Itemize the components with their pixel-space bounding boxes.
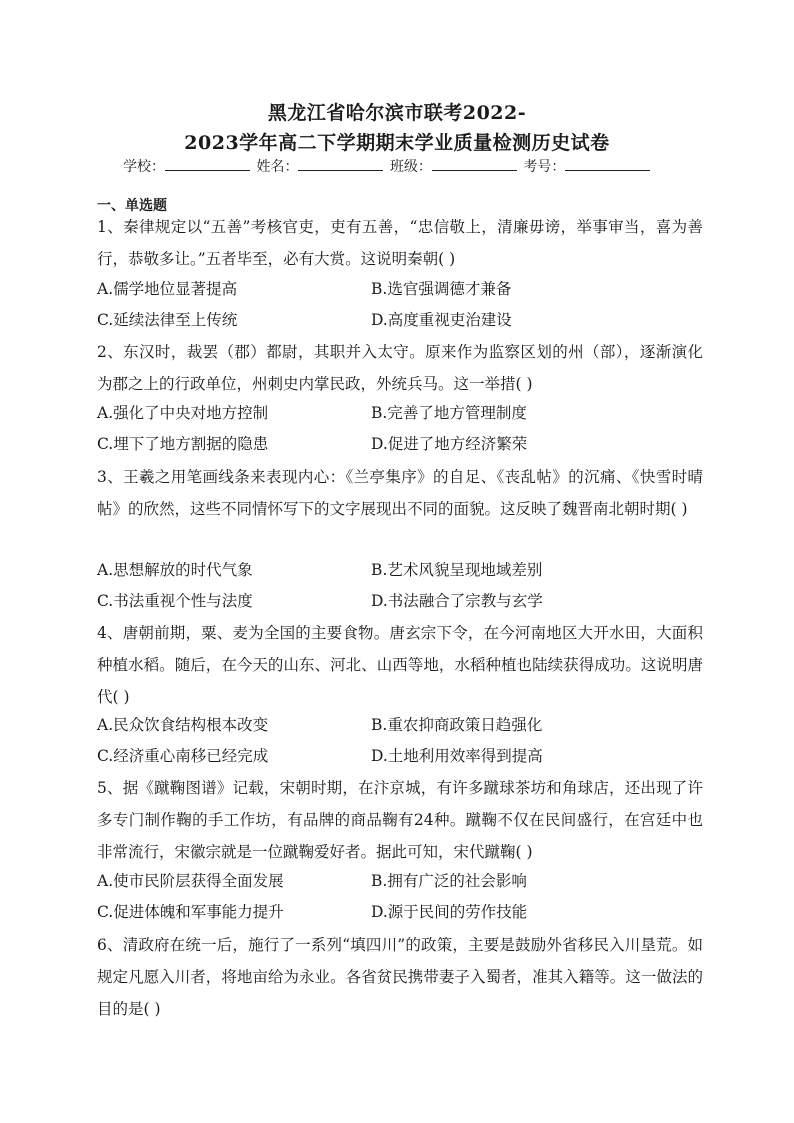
question-3-stem: 3、王羲之用笔画线条来表现内心：《兰亭集序》的自足、《丧乱帖》的沉痛、《快雪时晴帖》的欣然，这些不同情怀写下的文字展现出不同的面貌。这反映了魏晋南北朝时期( ) <box>97 468 703 518</box>
class-blank[interactable] <box>432 158 517 171</box>
option-b: B.选官强调德才兼备 <box>371 280 512 298</box>
option-d: D.源于民间的劳作技能 <box>371 903 528 921</box>
name-label: 姓名： <box>256 159 299 175</box>
question-2-options <box>97 398 703 460</box>
option-row <box>97 555 703 586</box>
option-row <box>97 741 703 772</box>
question-1-options <box>97 274 703 336</box>
option-b: B.拥有广泛的社会影响 <box>371 872 527 890</box>
option-row <box>97 398 703 429</box>
option-row <box>97 429 703 460</box>
question-3-options <box>97 555 703 617</box>
exam-number-blank[interactable] <box>565 158 650 171</box>
option-c: C.书法重视个性与法度 <box>97 592 253 610</box>
option-d: D.土地利用效率得到提高 <box>371 747 543 765</box>
option-a: A.民众饮食结构根本改变 <box>97 716 269 734</box>
name-blank[interactable] <box>298 158 383 171</box>
student-info-row <box>123 156 652 176</box>
option-row <box>97 305 703 336</box>
question-5-options <box>97 866 703 928</box>
option-a: A.儒学地位显著提高 <box>97 280 238 298</box>
school-label: 学校： <box>123 159 165 175</box>
option-d: D.促进了地方经济繁荣 <box>371 435 528 453</box>
option-b: B.艺术风貌呈现地域差别 <box>371 561 543 579</box>
exam-number-label: 考号： <box>523 159 566 175</box>
option-row <box>97 866 703 897</box>
option-row <box>97 710 703 741</box>
option-row <box>97 274 703 305</box>
question-4-options <box>97 710 703 772</box>
option-a: A.强化了中央对地方控制 <box>97 404 269 422</box>
section-title: 一、单选题 <box>97 198 167 214</box>
option-row <box>97 897 703 928</box>
option-a: A.使市民阶层获得全面发展 <box>97 872 284 890</box>
question-2-stem: 2、东汉时，裁罢（郡）都尉，其职并入太守。原来作为监察区划的州（部），逐渐演化为郡之上的行政单位，州刺史内掌民政，外统兵马。这一举措( ) <box>97 343 703 393</box>
option-d: D.书法融合了宗教与玄学 <box>371 592 543 610</box>
option-b: B.完善了地方管理制度 <box>371 404 527 422</box>
class-label: 班级： <box>389 159 432 175</box>
question-6-stem: 6、清政府在统一后，施行了一系列“填四川”的政策，主要是鼓励外省移民入川垦荒。如规定凡愿入川者，将地亩给为永业。各省贫民携带妻子入蜀者，准其入籍等。这一做法的目的是( ) <box>97 936 703 1018</box>
option-b: B.重农抑商政策日趋强化 <box>371 716 543 734</box>
option-d: D.高度重视吏治建设 <box>371 311 512 329</box>
question-4-stem: 4、唐朝前期，粟、麦为全国的主要食物。唐玄宗下令，在今河南地区大开水田，大面积种植水稻。随后，在今天的山东、河北、山西等地，水稻种植也陆续获得成功。这说明唐代( ) <box>97 624 703 706</box>
option-c: C.经济重心南移已经完成 <box>97 747 269 765</box>
question-1-stem: 1、秦律规定以“五善”考核官吏，吏有五善，“忠信敬上，清廉毋谤，举事审当，喜为善行，恭敬多让。”五者毕至，必有大赏。这说明秦朝( ) <box>97 218 703 268</box>
exam-title-line-1: 黑龙江省哈尔滨市联考2022- <box>267 102 527 124</box>
option-c: C.促进体魄和军事能力提升 <box>97 903 284 921</box>
exam-title-line-2: 2023学年高二下学期期末学业质量检测历史试卷 <box>184 132 610 154</box>
option-c: C.延续法律至上传统 <box>97 311 238 329</box>
option-c: C.埋下了地方割据的隐患 <box>97 435 269 453</box>
question-5-stem: 5、据《蹴鞠图谱》记载，宋朝时期，在汴京城，有许多蹴球茶坊和角球店，还出现了许多专门制作鞠的手工作坊，有品牌的商品鞠有24种。蹴鞠不仅在民间盛行，在宫廷中也非常流行，宋徽宗就是一位蹴鞠爱好者。据此可知，宋代蹴鞠( ) <box>97 779 703 861</box>
option-row <box>97 586 703 617</box>
school-blank[interactable] <box>165 158 250 171</box>
option-a: A.思想解放的时代气象 <box>97 561 253 579</box>
